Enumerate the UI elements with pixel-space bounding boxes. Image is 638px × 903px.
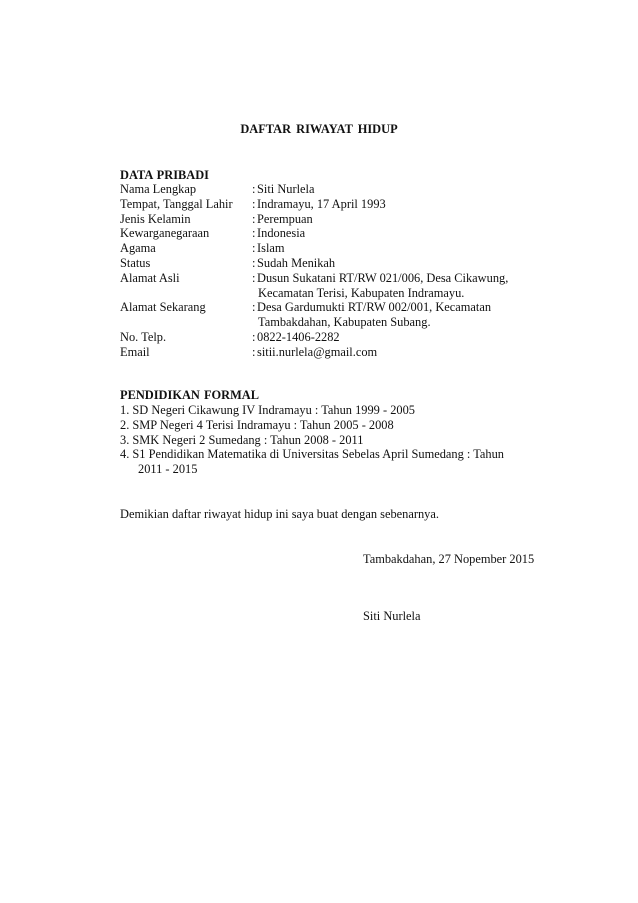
education-item: 2. SMP Negeri 4 Terisi Indramayu : Tahun 2005 - 2008: [120, 417, 394, 432]
row-value: sitii.nurlela@gmail.com: [257, 344, 378, 359]
row-label: Jenis Kelamin: [120, 211, 191, 226]
row-colon: :: [252, 226, 256, 241]
page-title: DAFTAR RIWAYAT HIDUP: [240, 122, 398, 136]
row-value: Islam: [257, 241, 285, 256]
row-label: Tempat, Tanggal Lahir: [120, 196, 233, 211]
place-date: Tambakdahan, 27 Nopember 2015: [363, 552, 535, 566]
row-label: Kewarganegaraan: [120, 226, 210, 241]
row-value: 0822-1406-2282: [257, 330, 340, 344]
row-colon: :: [252, 330, 256, 344]
signature-name: Siti Nurlela: [363, 609, 421, 623]
row-colon: :: [252, 211, 256, 226]
row-colon: :: [252, 300, 256, 315]
row-colon: :: [252, 256, 256, 270]
education-item: 4. S1 Pendidikan Matematika di Universitas Sebelas April Sumedang : Tahun: [120, 447, 504, 462]
education-item-continued: 2011 - 2015: [138, 462, 198, 477]
row-colon: :: [252, 182, 256, 196]
row-colon: :: [252, 196, 256, 211]
row-colon: :: [252, 241, 256, 256]
row-value: Indramayu, 17 April 1993: [257, 196, 386, 211]
row-value: Siti Nurlela: [257, 182, 315, 196]
row-colon: :: [252, 270, 256, 285]
row-label: No. Telp.: [120, 330, 167, 344]
row-label: Agama: [120, 241, 156, 256]
row-label: Alamat Sekarang: [120, 300, 206, 315]
row-value: Desa Gardumukti RT/RW 002/001, Kecamatan: [257, 300, 492, 315]
row-label: Alamat Asli: [120, 270, 180, 285]
closing-statement: Demikian daftar riwayat hidup ini saya buat dengan sebenarnya.: [120, 507, 439, 521]
row-label: Nama Lengkap: [120, 182, 197, 196]
row-label: Status: [120, 256, 151, 270]
row-value-continued: Tambakdahan, Kabupaten Subang.: [258, 315, 431, 330]
row-label: Email: [120, 344, 150, 359]
row-value: Dusun Sukatani RT/RW 021/006, Desa Cikawung,: [257, 270, 509, 285]
education-heading: PENDIDIKAN FORMAL: [120, 388, 260, 402]
row-value: Perempuan: [257, 211, 313, 226]
row-value: Indonesia: [257, 226, 306, 241]
row-value: Sudah Menikah: [257, 256, 336, 270]
row-value-continued: Kecamatan Terisi, Kabupaten Indramayu.: [258, 285, 465, 300]
education-item: 1. SD Negeri Cikawung IV Indramayu : Tahun 1999 - 2005: [120, 403, 415, 417]
row-colon: :: [252, 344, 256, 359]
education-item: 3. SMK Negeri 2 Sumedang : Tahun 2008 - 2011: [120, 432, 364, 447]
personal-data-heading: DATA PRIBADI: [120, 168, 210, 182]
